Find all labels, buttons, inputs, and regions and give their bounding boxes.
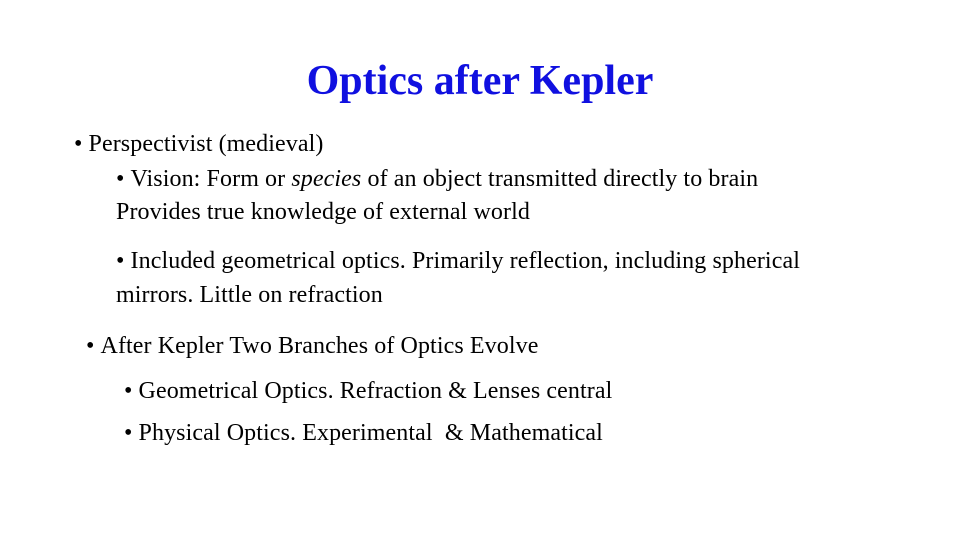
bullet-text-pre: Vision: Form or — [130, 166, 292, 192]
slide-title: Optics after Kepler — [306, 58, 654, 104]
bullet-marker: • — [74, 131, 83, 157]
bullet-item-after-kepler — [86, 331, 538, 361]
bullet-marker: • — [124, 378, 133, 404]
bullet-marker: • — [124, 420, 133, 446]
bullet-text: Included geometrical optics. Primarily reflection, including spherical — [130, 248, 800, 274]
bullet-item-geometrical-optics — [124, 376, 612, 406]
bullet-marker: • — [86, 333, 95, 359]
bullet-item-geometrical — [116, 246, 800, 276]
bullet-item-physical-optics — [124, 418, 603, 448]
bullet-text-emphasis: species — [291, 166, 362, 192]
bullet-marker: • — [116, 166, 125, 192]
bullet-text: Geometrical Optics. Refraction & Lenses central — [138, 378, 613, 404]
bullet-text-post: of an object transmitted directly to brain — [361, 166, 759, 192]
bullet-continuation: mirrors. Little on refraction — [116, 282, 383, 308]
bullet-text: After Kepler Two Branches of Optics Evolve — [100, 333, 539, 359]
bullet-text: Perspectivist (medieval) — [88, 131, 324, 157]
bullet-text: Physical Optics. Experimental & Mathematical — [138, 420, 603, 446]
bullet-item-perspectivist — [74, 129, 324, 159]
bullet-marker: • — [116, 248, 125, 274]
bullet-continuation: Provides true knowledge of external world — [116, 199, 530, 225]
bullet-item-vision — [116, 164, 758, 194]
